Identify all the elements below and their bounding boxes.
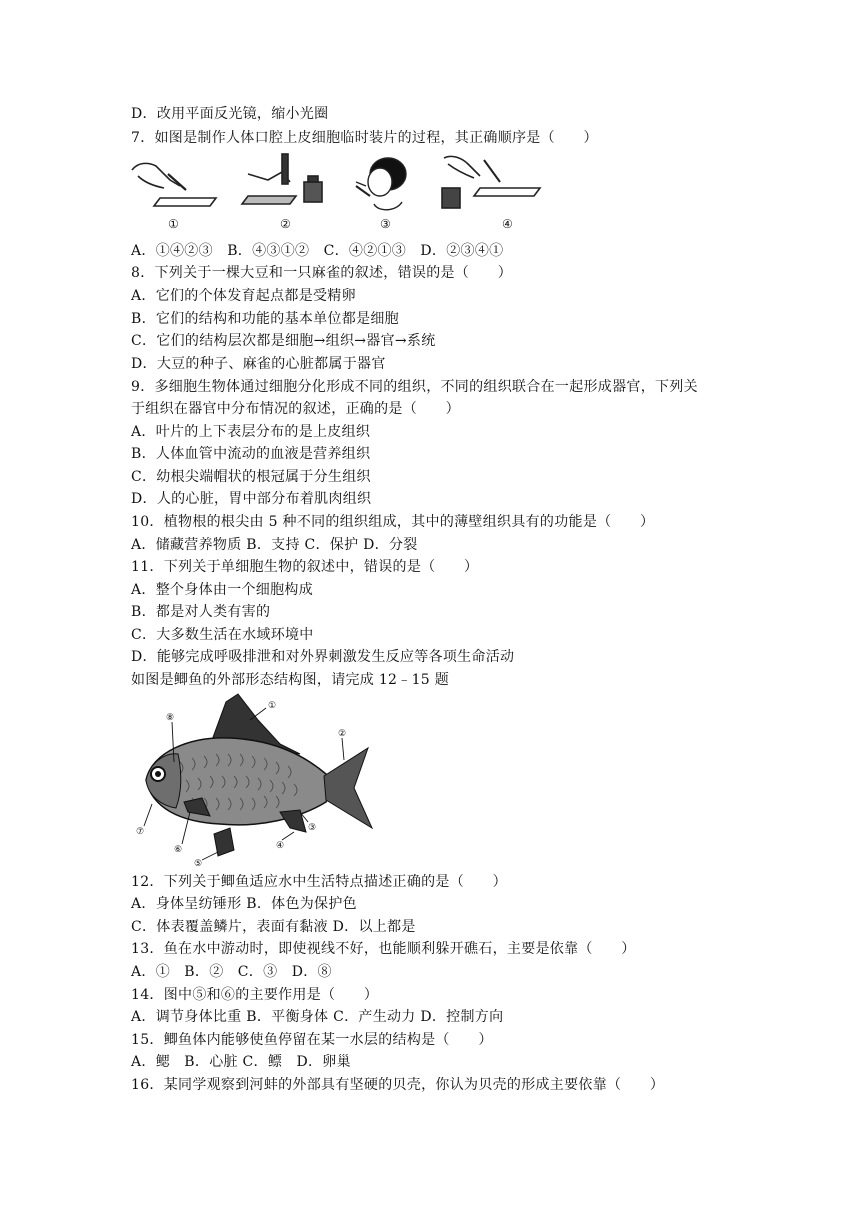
q12-stem: 12．下列关于鲫鱼适应水中生活特点描述正确的是（ ） (131, 874, 507, 890)
q9-option-c: C．幼根尖端帽状的根冠属于分生组织 (131, 469, 371, 485)
q8-option-c: C．它们的结构层次都是细胞→组织→器官→系统 (131, 333, 436, 349)
crucian-carp-figure (130, 692, 380, 868)
fish-label-5: ⑤ (194, 859, 203, 868)
q8-option-b: B．它们的结构和功能的基本单位都是细胞 (131, 311, 399, 327)
q9-option-d: D．人的心脏，胃中部分布着肌肉组织 (131, 491, 372, 507)
q12-options-cd: C．体表覆盖鳞片，表面有黏液 D．以上都是 (131, 919, 416, 935)
q16-stem: 16．某同学观察到河蚌的外部具有坚硬的贝壳，你认为贝壳的形成主要依靠（ ） (131, 1077, 665, 1093)
q15-options: A．鳃 B．心脏 C．鳔 D．卵巢 (131, 1054, 351, 1070)
q8-option-a: A．它们的个体发育起点都是受精卵 (131, 288, 356, 304)
fish-label-7: ⑦ (136, 827, 145, 837)
q11-option-a: A．整个身体由一个细胞构成 (131, 582, 314, 598)
q14-options: A．调节身体比重 B．平衡身体 C．产生动力 D．控制方向 (131, 1009, 504, 1025)
q14-stem: 14．图中⑤和⑥的主要作用是（ ） (131, 987, 379, 1003)
q9-stem-line1: 9．多细胞生物体通过细胞分化形成不同的组织，不同的组织联合在一起形成器官，下列关 (131, 379, 698, 395)
step-1-illustration (132, 163, 216, 206)
fish-head (146, 754, 181, 808)
step-3-illustration (356, 158, 406, 210)
pelvic-fin-detached (214, 828, 234, 856)
fish-label-1: ① (268, 701, 277, 711)
caudal-fin (324, 748, 372, 828)
step-4-illustration (442, 156, 540, 208)
q11-option-d: D．能够完成呼吸排泄和对外界刺激发生反应等各项生命活动 (131, 649, 515, 665)
fish-label-2: ② (338, 729, 347, 739)
q9-stem-line2: 于组织在器官中分布情况的叙述，正确的是（ ） (131, 401, 460, 417)
q9-option-b: B．人体血管中流动的血液是营养组织 (131, 446, 371, 462)
fish-label-6: ⑥ (174, 845, 183, 855)
step-2-label: ② (280, 217, 291, 231)
fish-label-3: ③ (308, 823, 317, 833)
fish-label-4: ④ (276, 841, 285, 851)
q10-options: A．储藏营养物质 B．支持 C．保护 D．分裂 (131, 537, 418, 553)
q13-options: A．① B．② C．③ D．⑧ (131, 964, 332, 980)
q11-stem: 11．下列关于单细胞生物的叙述中，错误的是（ ） (131, 559, 479, 575)
step-2-illustration (242, 154, 322, 204)
q6-option-d: D．改用平面反光镜，缩小光圈 (131, 106, 329, 122)
step-4-label: ④ (502, 217, 513, 231)
step-1-label: ① (168, 217, 179, 231)
q7-options: A．①④②③ B．④③①② C．④②①③ D．②③④① (131, 243, 504, 259)
q15-stem: 15．鲫鱼体内能够使鱼停留在某一水层的结构是（ ） (131, 1032, 493, 1048)
q7-stem: 7．如图是制作人体口腔上皮细胞临时装片的过程，其正确顺序是（ ） (131, 130, 598, 146)
step-3-label: ③ (380, 217, 391, 231)
slide-preparation-figure (130, 152, 550, 234)
fish-label-8: ⑧ (166, 713, 175, 723)
fish-intro: 如图是鲫鱼的外部形态结构图，请完成 12﹣15 题 (131, 672, 450, 688)
q8-stem: 8．下列关于一棵大豆和一只麻雀的叙述，错误的是（ ） (131, 265, 513, 281)
q8-option-d: D．大豆的种子、麻雀的心脏都属于器官 (131, 356, 386, 372)
q12-options-ab: A．身体呈纺锤形 B．体色为保护色 (131, 896, 357, 912)
q13-stem: 13．鱼在水中游动时，即使视线不好，也能顺利躲开礁石，主要是依靠（ ） (131, 941, 636, 957)
q9-option-a: A．叶片的上下表层分布的是上皮组织 (131, 424, 371, 440)
q11-option-b: B．都是对人类有害的 (131, 604, 271, 620)
q10-stem: 10．植物根的根尖由 5 种不同的组织组成，其中的薄壁组织具有的功能是（ ） (131, 514, 655, 530)
q11-option-c: C．大多数生活在水域环境中 (131, 627, 314, 643)
